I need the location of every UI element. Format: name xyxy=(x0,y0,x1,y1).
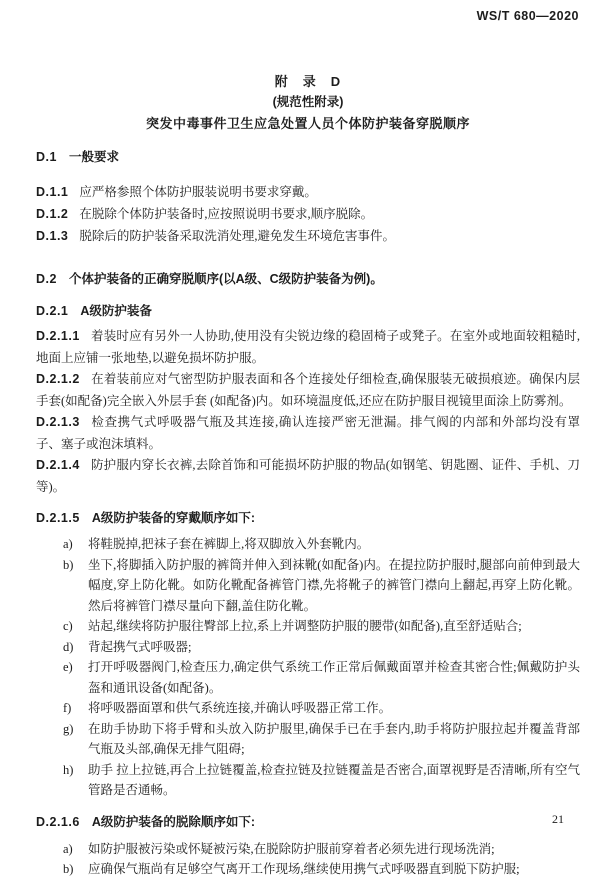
item-text: 坐下,将脚插入防护服的裤筒并伸入到袜靴(如配备)内。在提拉防护服时,腿部向前伸到最大幅度,穿上防化靴。如防化靴配备裤管门襟,先将靴子的裤管门襟向上翻起,再穿上防化靴。然后将裤管门襟尽量向下翻,盖住防化靴。 xyxy=(88,557,580,613)
document-content xyxy=(36,71,580,880)
section-d21-clauses xyxy=(36,326,580,498)
item-text: 如防护服被污染或怀疑被污染,在脱除防护服前穿着者必须先进行现场洗消; xyxy=(88,841,495,856)
clause xyxy=(36,455,580,498)
item-text: 将呼吸器面罩和供气系统连接,并确认呼吸器正常工作。 xyxy=(88,701,392,715)
clause-number: D.1.1 xyxy=(36,185,69,199)
clause-text: 着装时应有另外一人协助,使用没有尖锐边缘的稳固椅子或凳子。在室外或地面较粗糙时,地面上应铺一张地垫,以避免损坏防护服。 xyxy=(36,329,580,365)
section-title: 个体护装备的正确穿脱顺序(以A级、C级防护装备为例)。 xyxy=(68,272,383,286)
item-label: h) xyxy=(63,762,74,777)
clause-number: D.2.1.4 xyxy=(36,458,80,472)
item-label: a) xyxy=(63,841,73,856)
item-label: f) xyxy=(63,701,72,715)
clause-text: 应严格参照个体防护服装说明书要求穿戴。 xyxy=(79,185,317,199)
item-label: b) xyxy=(63,557,74,572)
list-item xyxy=(36,760,580,801)
section-d1-clauses xyxy=(36,181,580,247)
clause xyxy=(36,181,580,203)
list-item xyxy=(36,555,580,617)
appendix-heading: 附 录 D xyxy=(274,74,342,89)
clause-number: D.2.1.1 xyxy=(36,329,80,343)
item-label: c) xyxy=(63,619,73,633)
list-item xyxy=(36,698,580,719)
clause-text: 在脱除个体防护装备时,应按照说明书要求,顺序脱除。 xyxy=(79,207,374,221)
list-item xyxy=(36,616,580,637)
clause-text: 脱除后的防护装备采取洗消处理,避免发生环境危害事件。 xyxy=(79,229,396,243)
clause-d215-heading xyxy=(36,508,580,529)
clause-text: 在着装前应对气密型防护服表面和各个连接处仔细检查,确保服装无破损痕迹。确保内层手套(如配备)完全嵌入外层手套 (如配备)内。如环境温度低,还应在防护服目视镜里面涂上防雾剂。 xyxy=(36,372,580,408)
clause-d216-heading xyxy=(36,812,580,833)
item-text: 应确保气瓶尚有足够空气离开工作现场,继续使用携气式呼吸器直到脱下防护服; xyxy=(88,862,520,876)
appendix-type-note: (规范性附录) xyxy=(272,95,344,109)
clause xyxy=(36,203,580,225)
item-label: e) xyxy=(63,660,73,674)
item-text: 打开呼吸器阀门,检查压力,确定供气系统工作正常后佩戴面罩并检查其密合性;佩戴防护头盔和通讯设备(如配备)。 xyxy=(88,660,580,695)
document-title: 突发中毒事件卫生应急处置人员个体防护装备穿脱顺序 xyxy=(145,116,470,131)
item-label: a) xyxy=(63,537,73,551)
list-item xyxy=(36,534,580,555)
section-title: A级防护装备 xyxy=(80,304,152,318)
section-d21-heading xyxy=(36,301,580,322)
clause xyxy=(36,369,580,412)
page-number: 21 xyxy=(552,812,564,826)
donning-order-list xyxy=(36,534,580,801)
item-label: b) xyxy=(63,862,74,876)
list-item xyxy=(36,637,580,658)
list-item xyxy=(36,719,580,760)
section-number: D.1 xyxy=(36,150,57,164)
clause xyxy=(36,412,580,455)
clause-title: A级防护装备的穿戴顺序如下: xyxy=(91,511,256,525)
clause xyxy=(36,326,580,369)
clause-text: 检查携气式呼吸器气瓶及其连接,确认连接严密无泄漏。排气阀的内部和外部均没有罩子、塞子或泡沫填料。 xyxy=(36,415,580,451)
clause-number: D.1.3 xyxy=(36,229,69,243)
section-title: 一般要求 xyxy=(68,150,119,164)
item-text: 背起携气式呼吸器; xyxy=(88,639,192,654)
clause-text: 防护服内穿长衣裤,去除首饰和可能损坏防护服的物品(如钢笔、钥匙圈、证件、手机、刀等)。 xyxy=(36,458,580,494)
section-d2-heading xyxy=(36,269,580,290)
section-number: D.2 xyxy=(36,272,57,286)
clause xyxy=(36,225,580,247)
item-text: 在助手协助下将手臂和头放入防护服里,确保手已在手套内,助手将防护服拉起并覆盖背部气瓶及头部,确保无排气阻碍; xyxy=(88,721,580,756)
list-item xyxy=(36,859,580,880)
list-item xyxy=(36,657,580,698)
clause-number: D.2.1.6 xyxy=(36,814,80,829)
section-d1-heading xyxy=(36,147,580,168)
section-number: D.2.1 xyxy=(36,304,69,318)
clause-number: D.1.2 xyxy=(36,207,69,221)
standard-code: WS/T 680—2020 xyxy=(476,9,579,23)
clause-number: D.2.1.2 xyxy=(36,372,80,386)
item-label: d) xyxy=(63,639,74,654)
clause-title: A级防护装备的脱除顺序如下: xyxy=(91,814,256,829)
appendix-header-block xyxy=(36,71,580,134)
clause-number: D.2.1.5 xyxy=(36,511,80,525)
clause-number: D.2.1.3 xyxy=(36,415,80,429)
list-item xyxy=(36,839,580,860)
item-text: 站起,继续将防护服往臀部上拉,系上并调整防护服的腰带(如配备),直至舒适贴合; xyxy=(88,619,522,633)
item-text: 助手 拉上拉链,再合上拉链覆盖,检查拉链及拉链覆盖是否密合,面罩视野是否清晰,所有空气管路是否通畅。 xyxy=(88,762,580,797)
doffing-order-list xyxy=(36,839,580,880)
item-text: 将鞋脱掉,把袜子套在裤脚上,将双脚放入外套靴内。 xyxy=(88,537,370,551)
item-label: g) xyxy=(63,721,74,736)
